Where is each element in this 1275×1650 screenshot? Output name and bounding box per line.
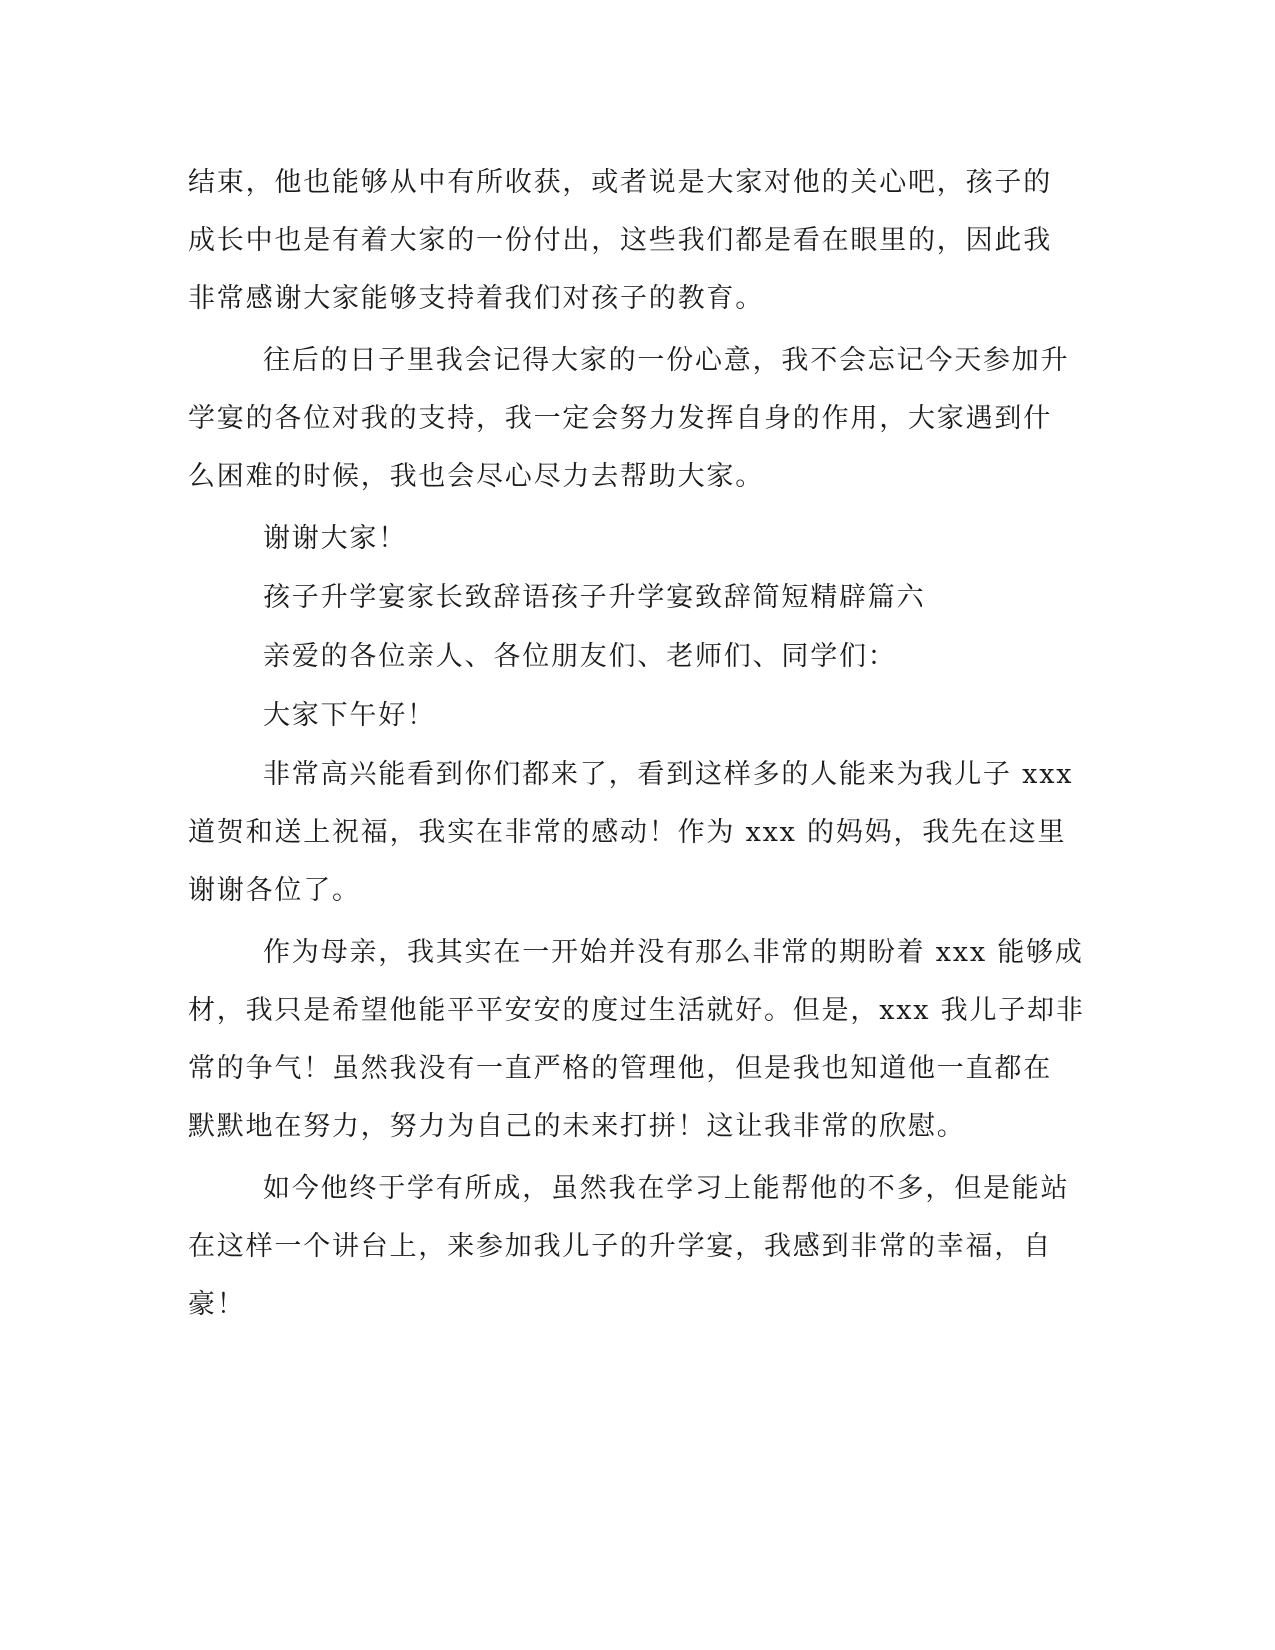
greeting-line: 大家下午好！ (263, 700, 436, 731)
paragraph-line: 非常感谢大家能够支持着我们对孩子的教育。 (188, 283, 764, 314)
paragraph-line: 默默地在努力，努力为自己的未来打拼！这让我非常的欣慰。 (188, 1111, 966, 1142)
paragraph-line: 在这样一个讲台上，来参加我儿子的升学宴，我感到非常的幸福，自 (188, 1231, 1052, 1262)
paragraph-line: 如今他终于学有所成，虽然我在学习上能帮他的不多，但是能站 (263, 1173, 1070, 1204)
paragraph-line: 谢谢大家！ (263, 523, 407, 554)
paragraph-line: 么困难的时候，我也会尽心尽力去帮助大家。 (188, 461, 764, 492)
section-heading: 孩子升学宴家长致辞语孩子升学宴致辞简短精辟篇六 (263, 582, 926, 613)
salutation-line: 亲爱的各位亲人、各位朋友们、老师们、同学们： (263, 641, 897, 672)
paragraph-line: 结束，他也能够从中有所收获，或者说是大家对他的关心吧，孩子的 (188, 167, 1052, 198)
paragraph-line: 往后的日子里我会记得大家的一份心意，我不会忘记今天参加升 (263, 345, 1070, 376)
paragraph-line: 材，我只是希望他能平平安安的度过生活就好。但是，xxx 我儿子却非 (188, 995, 1085, 1026)
paragraph-line: 作为母亲，我其实在一开始并没有那么非常的期盼着 xxx 能够成 (263, 937, 1084, 968)
paragraph-line: 非常高兴能看到你们都来了，看到这样多的人能来为我儿子 xxx (263, 759, 1074, 790)
paragraph-line: 道贺和送上祝福，我实在非常的感动！作为 xxx 的妈妈，我先在这里 (188, 817, 1067, 848)
paragraph-line: 豪！ (188, 1289, 246, 1320)
paragraph-line: 谢谢各位了。 (188, 875, 361, 906)
paragraph-line: 学宴的各位对我的支持，我一定会努力发挥自身的作用，大家遇到什 (188, 403, 1052, 434)
paragraph-line: 成长中也是有着大家的一份付出，这些我们都是看在眼里的，因此我 (188, 225, 1052, 256)
paragraph-line: 常的争气！虽然我没有一直严格的管理他，但是我也知道他一直都在 (188, 1053, 1052, 1084)
